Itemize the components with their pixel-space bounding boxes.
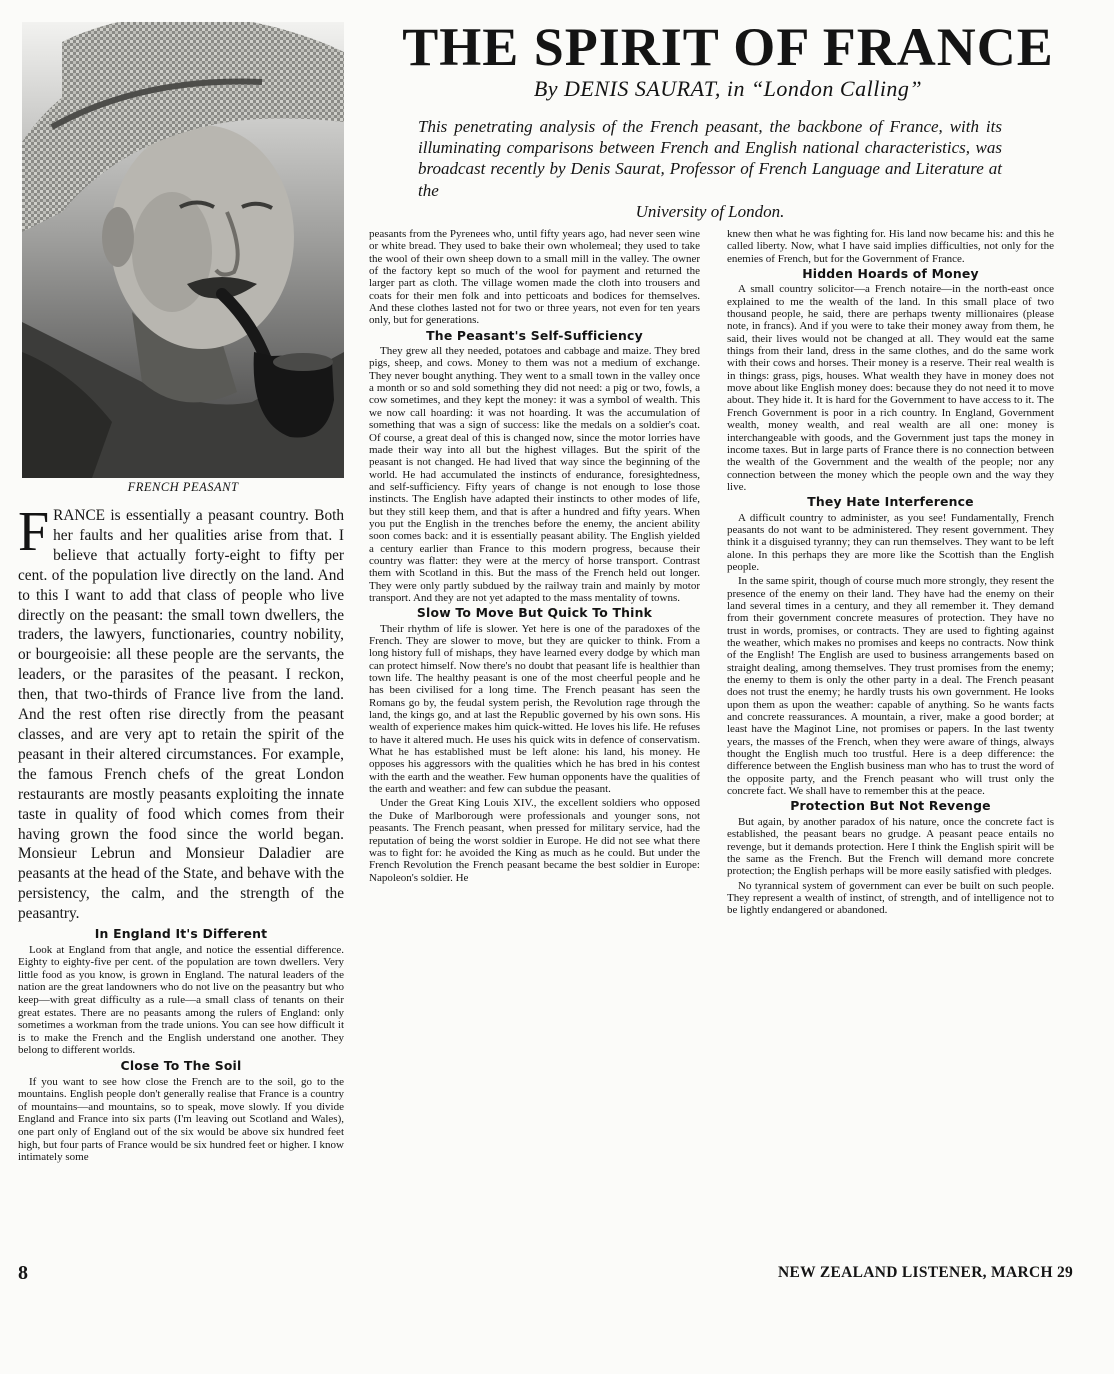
paragraph: Their rhythm of life is slower. Yet here is one of the paradoxes of the French. They are slower to move, but they are quicker to think. From a long history full of mishaps, they have learned every dodge by which man can protect himself. Now there's no doubt that peasant life is healthier than town life. The healthy peasant is one of the most cheerful people and he has been civilised for a long time. The French peasant has seen the Romans go by, the feudal system perish, the Revolution rage through the land, the kings go, and at last the Republic governed by his own sons. His wealth of experience makes him quick-witted. He loves his life. He refuses to have it altered much. He uses his quick wits in defence of conservatism. What he has established must be left alone: his land, his money. He opposes his aggressors with the qualities which he has bred in his contest with the earth and the weather. Few human opponents have the qualities of the earth and weather: and few can subdue the peasant. [369, 622, 700, 796]
paragraph: A small country solicitor—a French notaire—in the north-east once explained to me the wealth of the land. In this small place of two thousand people, he said, there are perhaps twenty millionaires (please note, in francs). And if you were to take their money away from them, he said, their lives would not be changed at all. They would eat the same things from their land, dress in the same clothes, and do the same work with their cows and horses. Their money is a reserve. Their real wealth is in things: grass, pigs, houses. What wealth they have in money does not move about like English money does: because they do not need it to move about. They hide it. It is hard for the Government to have access to it. The French Government is poor in a rich country. In England, Government wealth, money wealth, and real wealth are all one: money is interchangeable with goods, and the Government just taps the money in income taxes. But in large parts of France there is no connection between the wealth of the Government and the wealth of the people; nor any connection between the money which the people own and the way they live. [727, 283, 1054, 493]
lead-text: RANCE is essentially a peasant country. Both her faults and her qualities arise from that. I believe that actually forty-eight to fifty per cent. of the population live directly on the land. And to this I want to add that class of people who live directly on the peasant: the small town dwellers, the traders, the lawyers, functionaries, country nobility, or bourgeoisie: all these people are the servants, the leaders, or the parasites of the peasant. I reckon, then, that two-thirds of France live from the land. And the rest often rise directly from the peasant classes, and are very apt to retain the spirit of the peasant in their altered circumstances. For example, the famous French chefs of the great London restaurants are mostly peasants exploiting the innate taste in quality of food which comes from their having grown the food since the world began. Monsieur Lebrun and Monsieur Daladier are peasants at the head of the State, and behave with the persistency, the calm, and the strength of the peasantry. [18, 507, 344, 923]
subheading-slow-to-move: Slow To Move But Quick To Think [416, 605, 653, 621]
paragraph: In the same spirit, though of course much more strongly, they resent the presence of the enemy on their land. They have had the enemy on their land several times in a century, and they all remember it. They demand from their government concrete measures of protection. They have no trust in words, promises, or contracts. They are used to fighting against the weather, which makes no promises and keeps no contracts. Now think of the English! The English are used to business arrangements based on straight dealing, among themselves. They trust promises from the enemy; the enemy to them is only the other party in a deal. The French peasant does not trust the enemy; he hardly trusts his own government. He looks upon them as upon the weather: capable of anything. So he wants facts and concrete reassurances. A mountain, a river, make a good border; at least have the Maginot Line, not promises or papers. In the last twenty years, the masses of the French, when they were aware of things, always thought the English much too trustful. Here is a deep difference: the difference between the English business man who has to trust the word of the opposite party, and the French peasant who will trust only the concrete fact. We shall have to remember this at the peace. [727, 575, 1054, 798]
article-title: THE SPIRIT OF FRANCE [402, 17, 1054, 77]
peasant-portrait-image [22, 22, 344, 478]
peasant-photo [22, 22, 344, 478]
column-3 [727, 228, 1054, 1246]
column-2 [369, 228, 700, 1246]
intro-last-line: University of London. [635, 201, 785, 221]
photo-caption: FRENCH PEASANT [127, 480, 239, 494]
paragraph: If you want to see how close the French are to the soil, go to the mountains. English people don't generally realise that France is a country of mountains—and mountains, so to speak, move slowly. If you divide England and France into six parts (I'm leaving out Scotland and Wales), one part only of England out of the six would be above six hundred feet high, but four parts of France would be six hundred feet or higher. I know intimately some [18, 1075, 344, 1164]
subheading-hidden-hoards: Hidden Hoards of Money [802, 266, 979, 282]
lead-paragraph [18, 506, 344, 924]
paragraph: They grew all they needed, potatoes and cabbage and maize. They bred pigs, sheep, and cows. Money to them was not a medium of exchange. They never bought anything. They went to a small town in the valley once a month or so and sold something they did not need: a pig or two, fowls, a cow sometimes, and they kept the money: it was a symbol of wealth. This we now call hoarding: it was not hoarding. It was the accumulation of something that was a sign of success: like the medals on a soldier's coat. Of course, a great deal of this is changed now, since the motor lorries have made their way into all but the highest villages. But the spirit of the peasant is not changed. He had lived that way since the beginning of the world. He had accumulated the instincts of endurance, foresightedness, and self-sufficiency. Fifty years of change is not enough to lose those instincts. The English have adapted their instincts to other modes of life, but they still keep them, and that is after a hundred and fifty years. When you put the English in the trenches before the enemy, the ancient ability soon comes back: and it is essentially peasant ability. The English yielded a century earlier than France to this modern progress, because their country was flatter: they were at the mercy of horse transport. Contrast them with Scotland in this. But the mass of the French held out longer. They were only partly subdued by the railway train and mainly by motor transport. And they are not yet adapted to the mass mentality of towns. [369, 345, 700, 604]
paragraph: Look at England from that angle, and notice the essential difference. Eighty to eighty-five per cent. of the population are town dwellers. Very little food as you know, is grown in England. The natural leaders of the nation are the great landowners who do not live on the peasantry but who keep—with great difficulty as a rule—a small class of tenants on their great estates. There are no peasants among the rulers of England: only sometimes a workman from the trade unions. You can see how difficult it is to make the French and the English understand one another. They belong to different worlds. [18, 943, 344, 1057]
article-byline: By DENIS SAURAT, in “London Calling” [533, 76, 923, 101]
page-number: 8 [18, 1262, 28, 1284]
subheading-soil: Close To The Soil [120, 1057, 242, 1073]
subheading-self-sufficiency: The Peasant's Self-Sufficiency [426, 327, 643, 343]
paragraph: A difficult country to administer, as you see! Fundamentally, French peasants do not want to be administered. They resent government. They think it a disguised tyranny; they can run themselves. They want to be left alone. In this perhaps they are more like the Scottish than the English people. [727, 511, 1054, 573]
column-1 [18, 506, 344, 1246]
paragraph: No tyrannical system of government can ever be built on such people. They represent a wealth of instinct, of strength, and of intelligence not to be lightly endangered or abandoned. [727, 879, 1054, 917]
paragraph: knew then what he was fighting for. His land now became his: and this he called liberty. Now, what I have said implies difficulties, not only for the enemies of French, but for the Government of France. [727, 228, 1054, 265]
paragraph: Under the Great King Louis XIV., the excellent soldiers who opposed the Duke of Marlborough were professionals and younger sons, not peasants. The French peasant, when pressed for military service, had the reputation of being the worst soldier in Europe. He did not see what there was to fight for: he avoided the King as much as he could. But under the French Revolution the French peasant became the best soldier in Europe: Napoleon's soldier. He [369, 797, 700, 884]
paragraph: But again, by another paradox of his nature, once the concrete fact is established, the peasant bears no grudge. A peasant peace entails no revenge, but it demands protection. Here I think the English spirit will be the same as the French. But the French will demand more concrete protection; the English perhaps will be more easily satisfied with pledges. [727, 815, 1054, 878]
publication-line: NEW ZEALAND LISTENER, MARCH 29 [778, 1264, 1074, 1281]
paragraph: peasants from the Pyrenees who, until fifty years ago, had never seen wine or white bread. They used to bake their own wholemeal; they used to take the wool of their own sheep down to a small mill in the valley. The owner of the factory kept so much of the wool for payment and returned the larger part as cloth. The village women made the cloth into trousers and coats for their men folk and into petticoats and bodices for themselves. And these clothes lasted not for two or three years, not even for ten years only, but for generations. [369, 228, 700, 327]
article-intro [418, 116, 1002, 222]
intro-text: This penetrating analysis of the French peasant, the backbone of France, with its illuminating comparisons between French and English national characteristics, was broadcast recently by Denis Saurat, Professor of French Language and Literature at the [418, 117, 1002, 200]
subheading-protection: Protection But Not Revenge [790, 798, 991, 814]
drop-cap: F [18, 506, 50, 563]
subheading-interference: They Hate Interference [807, 494, 974, 510]
subheading-england: In England It's Different [94, 926, 268, 942]
